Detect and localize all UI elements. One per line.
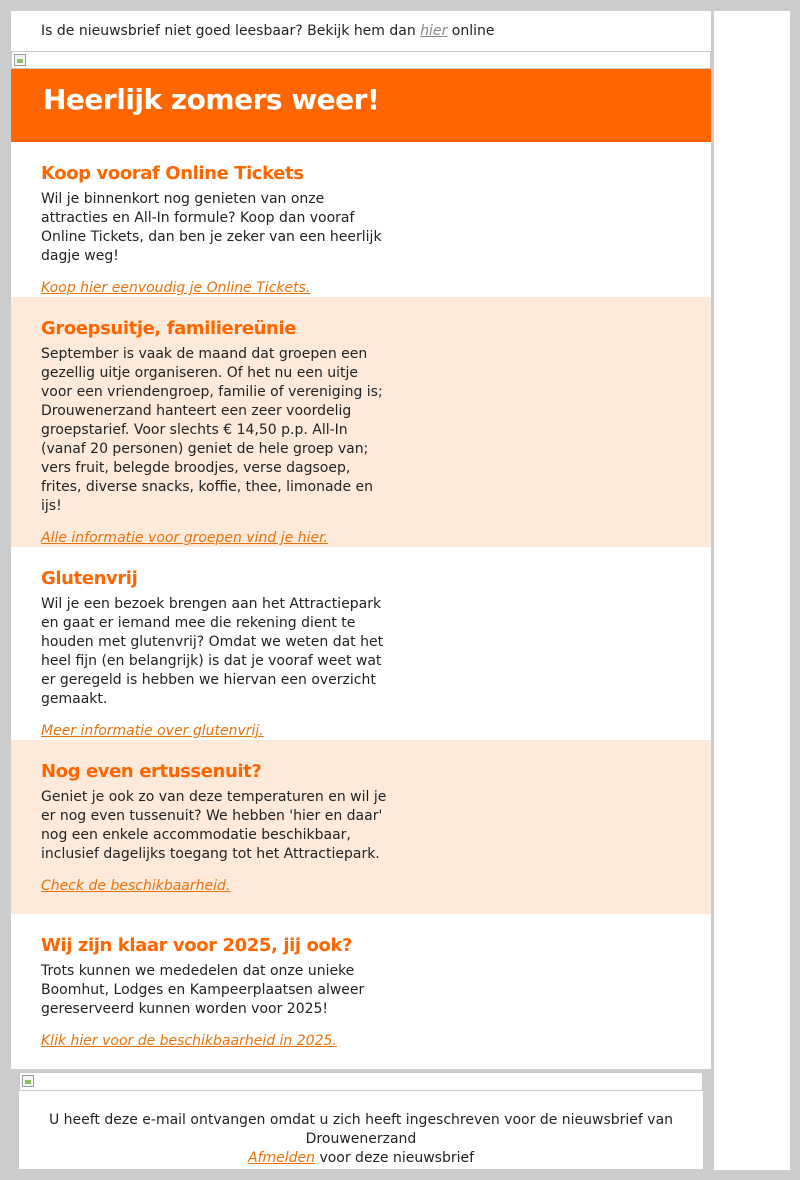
online-tickets-link[interactable]: Koop hier eenvoudig je Online Tickets. bbox=[41, 280, 311, 296]
availability-2025-link[interactable]: Klik hier voor de beschikbaarheid in 2025. bbox=[41, 1033, 337, 1049]
section-groups bbox=[11, 297, 711, 547]
section-body: Trots kunnen we mededelen dat onze unieke Boomhut, Lodges en Kampeerplaatsen alweer gereserveerd kunnen worden voor 2025! bbox=[41, 963, 365, 1017]
section-body: Wil je binnenkort nog genieten van onze attracties en All-In formule? Koop dan vooraf Online Tickets, dan ben je zeker van een heerlijk dagje weg! bbox=[41, 191, 382, 264]
section-2025 bbox=[11, 914, 711, 1069]
broken-image-icon bbox=[22, 1075, 34, 1087]
footer-text bbox=[19, 1091, 703, 1168]
footer-image bbox=[19, 1072, 703, 1091]
section-getaway bbox=[11, 740, 711, 914]
right-panel bbox=[714, 11, 790, 1170]
preheader bbox=[11, 11, 711, 51]
unsubscribe-link[interactable]: Afmelden bbox=[247, 1150, 315, 1166]
section-title: Glutenvrij bbox=[41, 568, 138, 589]
broken-image-icon bbox=[14, 54, 26, 66]
footer bbox=[19, 1072, 703, 1169]
section-title: Groepsuitje, familiereünie bbox=[41, 318, 297, 339]
section-title: Nog even ertussenuit? bbox=[41, 761, 262, 782]
section-body: Wil je een bezoek brengen aan het Attractiepark en gaat er iemand mee die rekening dient te houden met glutenvrij? Omdat we weten dat het heel fijn (en belangrijk) is dat je vooraf weet wat er geregeld is hebben we hiervan een overzicht gemaakt. bbox=[41, 596, 384, 707]
section-online-tickets bbox=[11, 142, 711, 297]
view-online-link[interactable]: hier bbox=[420, 23, 448, 39]
section-title: Wij zijn klaar voor 2025, jij ook? bbox=[41, 935, 353, 956]
section-body: Geniet je ook zo van deze temperaturen en wil je er nog even tussenuit? We hebben 'hier en daar' nog een enkele accommodatie beschikbaar, inclusief dagelijks toegang tot het Attractiepark. bbox=[41, 789, 387, 862]
hero-title: Heerlijk zomers weer! bbox=[43, 83, 380, 116]
groups-info-link[interactable]: Alle informatie voor groepen vind je hier. bbox=[41, 530, 328, 546]
unsubscribe-suffix: voor deze nieuwsbrief bbox=[319, 1150, 475, 1166]
gluten-free-link[interactable]: Meer informatie over glutenvrij. bbox=[41, 723, 264, 739]
unsubscribe-line bbox=[19, 1149, 703, 1168]
newsletter-body bbox=[11, 11, 711, 1069]
section-gluten-free bbox=[11, 547, 711, 740]
header-banner-image bbox=[11, 51, 711, 69]
preheader-suffix: online bbox=[451, 23, 495, 39]
hero-banner bbox=[11, 69, 711, 142]
section-body: September is vaak de maand dat groepen een gezellig uitje organiseren. Of het nu een uitje voor een vriendengroep, familie of vereniging is; Drouwenerzand hanteert een zeer voordelig groepstarief. Voor slechts € 14,50 p.p. All-In (vanaf 20 personen) geniet de hele groep van; vers fruit, belegde broodjes, verse dagsoep, frites, diverse snacks, koffie, thee, limonade en ijs! bbox=[41, 346, 383, 514]
preheader-text: Is de nieuwsbrief niet goed leesbaar? Bekijk hem dan bbox=[41, 23, 416, 39]
subscription-notice: U heeft deze e-mail ontvangen omdat u zich heeft ingeschreven voor de nieuwsbrief van Drouwenerzand bbox=[48, 1112, 674, 1147]
section-title: Koop vooraf Online Tickets bbox=[41, 163, 304, 184]
availability-link[interactable]: Check de beschikbaarheid. bbox=[41, 878, 231, 894]
